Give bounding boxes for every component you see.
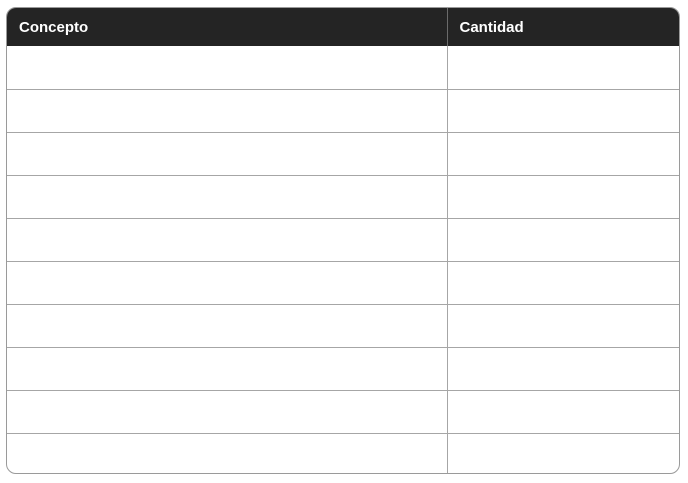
cell-cantidad [447,218,679,261]
table-header [7,8,679,46]
cell-cantidad [447,46,679,89]
cell-cantidad [447,89,679,132]
cell-concepto [7,390,447,433]
cell-cantidad [447,347,679,390]
cell-cantidad [447,433,679,474]
header-cantidad: Cantidad [447,8,679,46]
cell-concepto [7,347,447,390]
table-row [7,304,679,347]
table-row [7,433,679,474]
cell-concepto [7,89,447,132]
table-row [7,89,679,132]
cell-concepto [7,433,447,474]
table-row [7,390,679,433]
cell-concepto [7,46,447,89]
cell-concepto [7,218,447,261]
table-row [7,175,679,218]
table-row [7,261,679,304]
table-row [7,132,679,175]
cell-concepto [7,175,447,218]
table-row [7,347,679,390]
cell-concepto [7,304,447,347]
concept-quantity-table [7,8,679,474]
cell-cantidad [447,261,679,304]
concept-quantity-table-container [6,7,680,474]
table-row [7,218,679,261]
cell-concepto [7,132,447,175]
cell-concepto [7,261,447,304]
table-row [7,46,679,89]
cell-cantidad [447,304,679,347]
header-row [7,8,679,46]
cell-cantidad [447,390,679,433]
header-concepto: Concepto [7,8,447,46]
cell-cantidad [447,175,679,218]
cell-cantidad [447,132,679,175]
table-body [7,46,679,474]
